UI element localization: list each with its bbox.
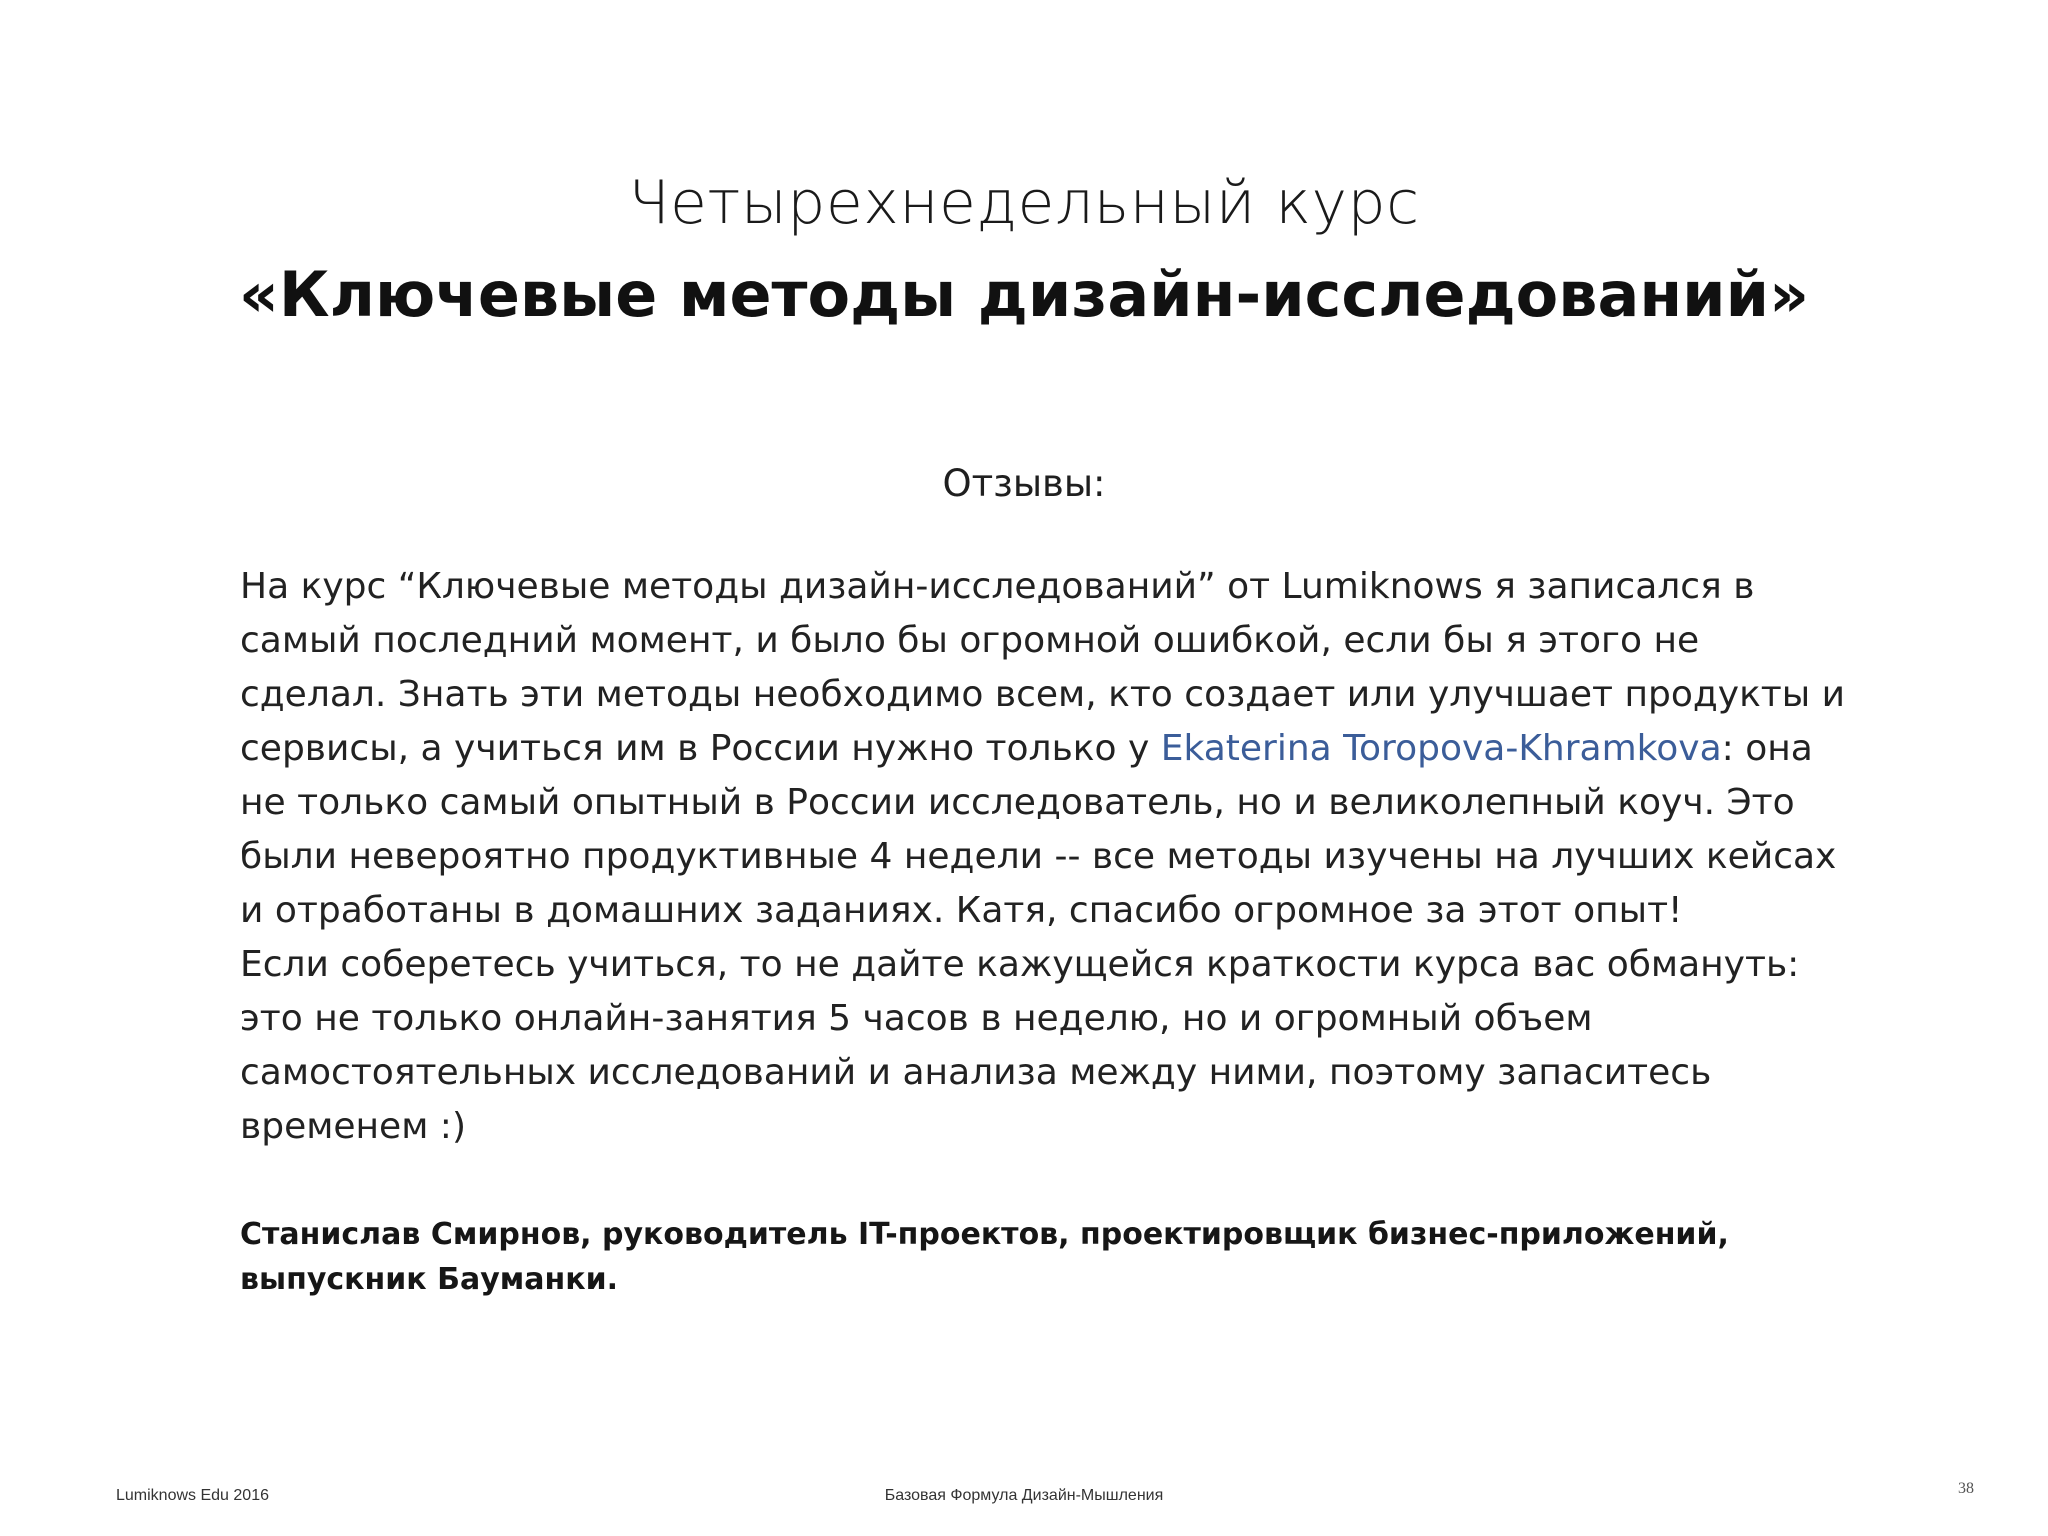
footer-brand: Lumiknows Edu 2016 (116, 1487, 269, 1504)
reviews-heading: Отзывы: (942, 462, 1106, 505)
review-line: были невероятно продуктивные 4 недели -- все методы изучены на лучших кейсах (240, 836, 1837, 877)
course-name-title: «Ключевые методы дизайн-исследований» (238, 258, 1810, 331)
review-line-text: сервисы, а учиться им в России нужно только у (240, 728, 1161, 769)
review-line: это не только онлайн-занятия 5 часов в неделю, но и огромный объем (240, 998, 1593, 1039)
review-line: и отработаны в домашних заданиях. Катя, спасибо огромное за этот опыт! (240, 890, 1683, 931)
review-text (240, 560, 1846, 1154)
review-line: самый последний момент, и было бы огромной ошибкой, если бы я этого не (240, 620, 1700, 661)
review-line (240, 722, 1820, 776)
review-line: временем :) (240, 1106, 466, 1147)
review-line-text: : она (1721, 728, 1813, 769)
slide-title: Четырехнедельный курс (628, 168, 1420, 238)
review-line: сделал. Знать эти методы необходимо всем, кто создает или улучшает продукты и (240, 674, 1846, 715)
page-number: 38 (1958, 1480, 1974, 1497)
review-line: Если соберетесь учиться, то не дайте кажущейся краткости курса вас обмануть: (240, 944, 1800, 985)
author-line: выпускник Бауманки. (240, 1262, 619, 1297)
review-line: На курс “Ключевые методы дизайн-исследований” от Lumiknows я записался в (240, 566, 1755, 607)
author-line: Станислав Смирнов, руководитель IT-проектов, проектировщик бизнес-приложений, (240, 1217, 1729, 1252)
review-line: самостоятельных исследований и анализа между ними, поэтому запаситесь (240, 1052, 1712, 1093)
footer-course-title: Базовая Формула Дизайн-Мышления (884, 1487, 1164, 1504)
review-line: не только самый опытный в России исследователь, но и великолепный коуч. Это (240, 782, 1795, 823)
review-author (240, 1212, 1840, 1302)
instructor-link[interactable]: Ekaterina Toropova-Khramkova (1160, 728, 1722, 769)
